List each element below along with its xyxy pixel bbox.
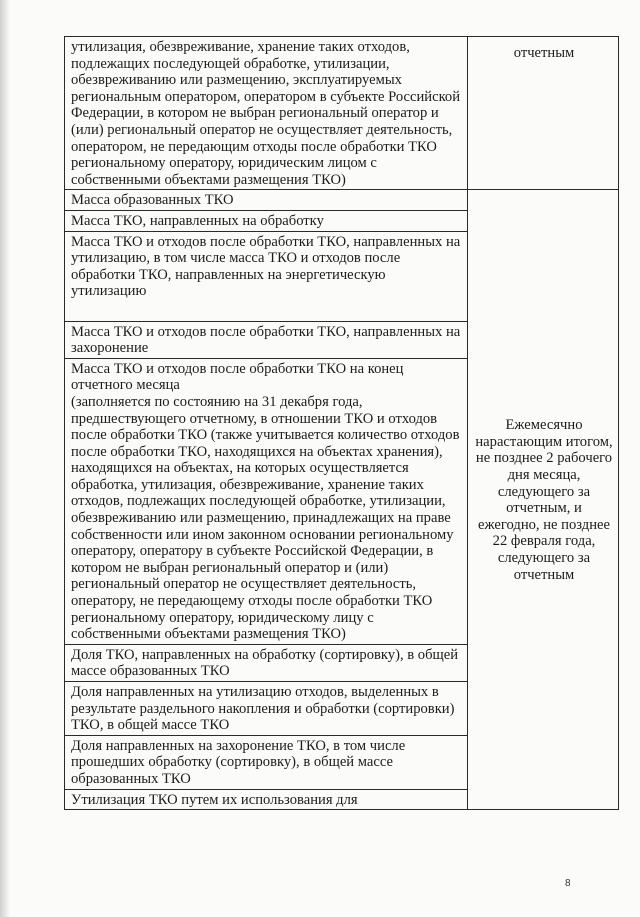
- indicator-cell: Утилизация ТКО путем их использования для: [65, 789, 468, 810]
- indicator-cell: Масса ТКО, направленных на обработку: [65, 210, 468, 231]
- indicator-cell: Доля ТКО, направленных на обработку (сортировку), в общей массе образованных ТКО: [65, 644, 468, 681]
- table-row: [65, 37, 619, 190]
- indicator-title: Масса ТКО и отходов после обработки ТКО на конец отчетного месяца: [71, 360, 404, 394]
- indicator-cell: Масса ТКО и отходов после обработки ТКО, направленных на утилизацию, в том числе масса ТКО и отходов после обработки ТКО, направленных на энергетическую утилизацию: [65, 231, 468, 321]
- indicator-cell-end-of-month: [65, 358, 468, 644]
- indicator-cell: Масса образованных ТКО: [65, 190, 468, 211]
- indicator-cell: утилизация, обезвреживание, хранение таких отходов, подлежащих последующей обработке, утилизации, обезвреживанию или размещению, эксплуатируемых региональным оператором, оператором в субъекте Российской Федерации, в котором не выбран региональный оператор и (или) региональный оператор не осуществляет деятельность, оператором, не передающим отходы после обработки ТКО региональному оператору, юридическим лицом с собственными объектами размещения ТКО): [65, 37, 468, 190]
- table-row: [65, 190, 619, 211]
- indicator-cell: Масса ТКО и отходов после обработки ТКО, направленных на захоронение: [65, 321, 468, 358]
- reporting-table: [64, 36, 619, 810]
- page-number: 8: [565, 878, 571, 889]
- indicator-cell: Доля направленных на захоронение ТКО, в том числе прошедших обработку (сортировку), в общей массе образованных ТКО: [65, 735, 468, 789]
- scan-edge-shadow: [0, 0, 10, 917]
- merged-deadline-cell: Ежемесячно нарастающим итогом, не позднее 2 рабочего дня месяца, следующего за отчетным, и ежегодно, не позднее 22 февраля года, следующего за отчетным: [468, 190, 619, 810]
- deadline-cell: отчетным: [468, 37, 619, 190]
- indicator-cell: Доля направленных на утилизацию отходов, выделенных в результате раздельного накопления и обработки (сортировки) ТКО, в общей массе ТКО: [65, 682, 468, 736]
- indicator-note: (заполняется по состоянию на 31 декабря года, предшествующего отчетному, в отношении ТКО и отходов после обработки ТКО (также учитывается количество отходов после обработки ТКО, находящихся на объектах хранения), находящихся на объектах, на которых осуществляется обработка, утилизация, обезвреживание, хранение таких отходов, подлежащих последующей обработке, утилизации, обезвреживанию или размещению, принадлежащих на праве собственности или ином законном основании региональному оператору, оператору в субъекте Российской Федерации, в котором не выбран региональный оператор и (или) региональный оператор не осуществляет деятельность, оператору, не передающему отходы после обработки ТКО региональному оператору, юридическому лицу с собственными объектами размещения ТКО): [71, 393, 460, 643]
